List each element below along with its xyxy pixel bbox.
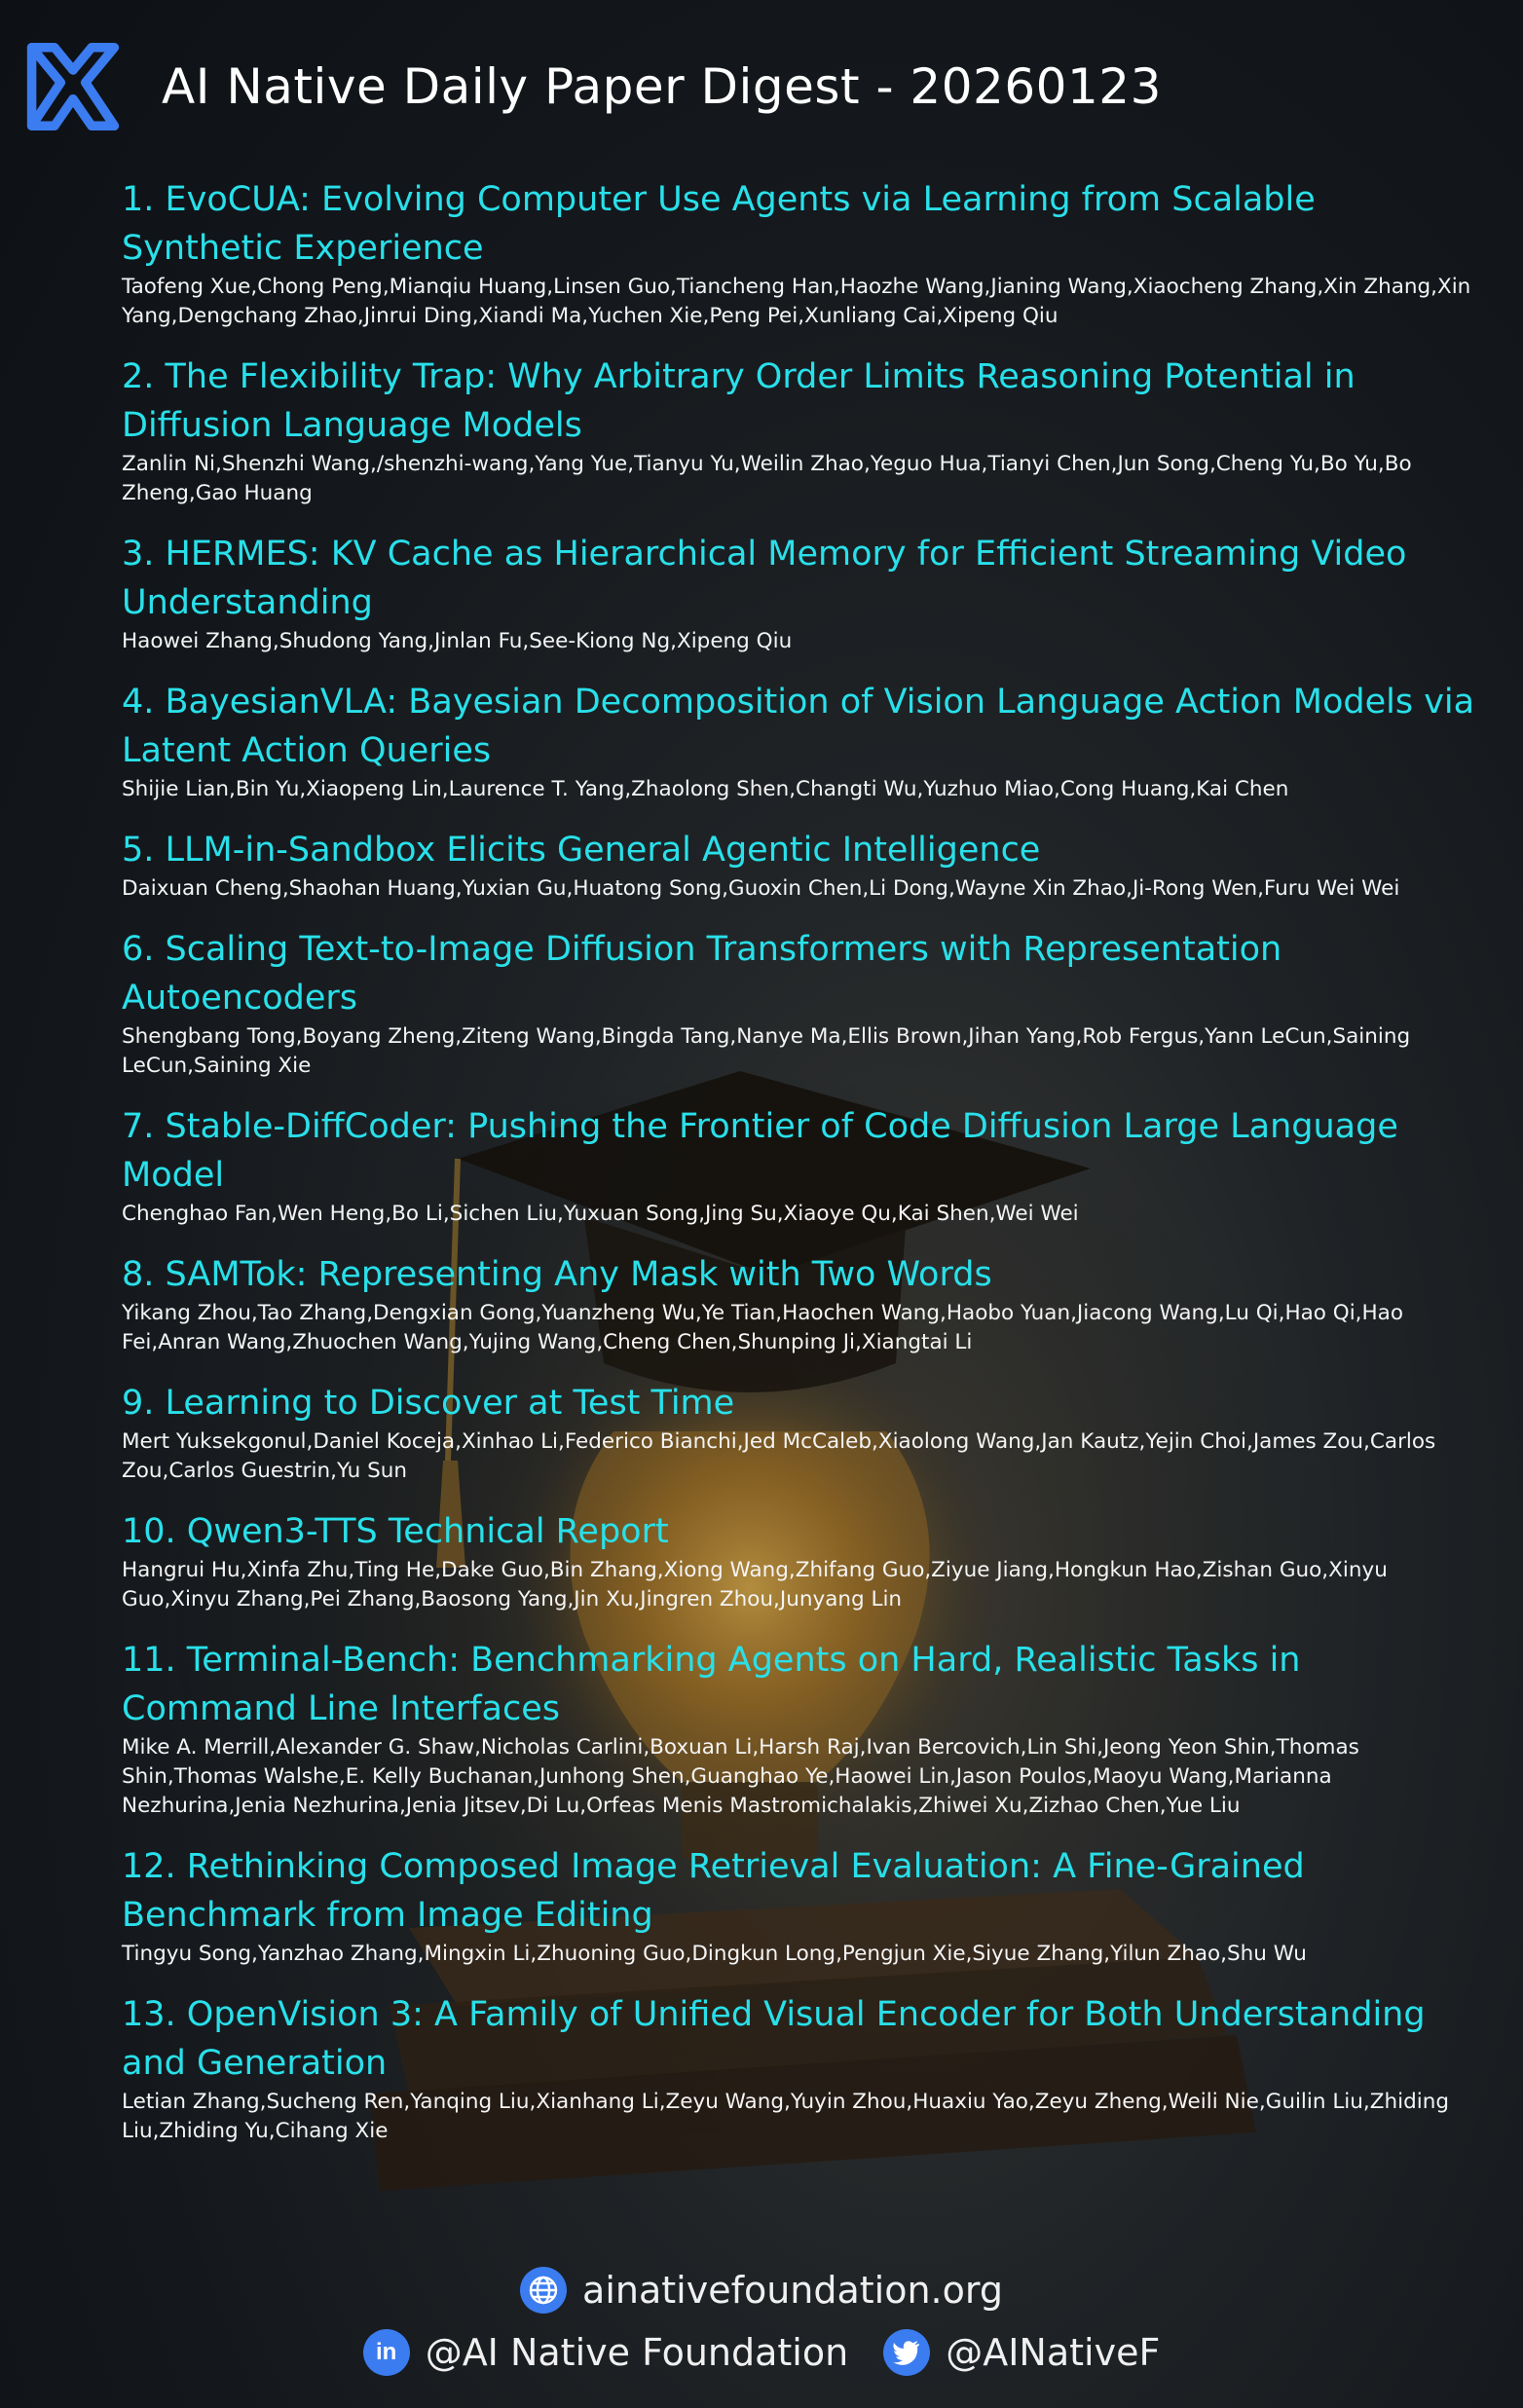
page-title: AI Native Daily Paper Digest - 20260123 [162, 58, 1162, 115]
paper-authors: Taofeng Xue,Chong Peng,Mianqiu Huang,Linsen Guo,Tiancheng Han,Haozhe Wang,Jianing Wang,Xiaocheng Zhang,Xin Zhang,Xin Yang,Dengchang Zhao,Jinrui Ding,Xiandi Ma,Yuchen Xie,Peng Pei,Xunliang Cai,Xipeng Qiu [122, 275, 1471, 328]
paper-authors: Shengbang Tong,Boyang Zheng,Ziteng Wang,Bingda Tang,Nanye Ma,Ellis Brown,Jihan Yang,Rob Fergus,Yann LeCun,Saining LeCun,Saining Xie [122, 1024, 1411, 1078]
paper-item [122, 678, 1485, 804]
paper-list [122, 175, 1485, 2167]
paper-item [122, 1990, 1485, 2146]
paper-item [122, 1842, 1485, 1969]
paper-title[interactable]: 6. Scaling Text-to-Image Diffusion Transformers with Representation Autoencoders [122, 930, 1282, 1018]
footer-website[interactable] [0, 2261, 1523, 2319]
paper-authors: Hangrui Hu,Xinfa Zhu,Ting He,Dake Guo,Bin Zhang,Xiong Wang,Zhifang Guo,Ziyue Jiang,Hongkun Hao,Zishan Guo,Xinyu Guo,Xinyu Zhang,Pei Zhang,Baosong Yang,Jin Xu,Jingren Zhou,Junyang Lin [122, 1558, 1388, 1612]
paper-item [122, 352, 1485, 508]
linkedin-handle[interactable]: @AI Native Foundation [425, 2331, 849, 2374]
paper-title[interactable]: 8. SAMTok: Representing Any Mask with Two Words [122, 1255, 992, 1294]
paper-authors: Shijie Lian,Bin Yu,Xiaopeng Lin,Laurence T. Yang,Zhaolong Shen,Changti Wu,Yuzhuo Miao,Cong Huang,Kai Chen [122, 777, 1289, 801]
paper-item [122, 530, 1485, 656]
header [21, 33, 1162, 140]
twitter-icon[interactable] [883, 2329, 930, 2376]
paper-title[interactable]: 13. OpenVision 3: A Family of Unified Visual Encoder for Both Understanding and Generation [122, 1995, 1426, 2083]
paper-title[interactable]: 5. LLM-in-Sandbox Elicits General Agentic Intelligence [122, 831, 1041, 870]
website-link[interactable]: ainativefoundation.org [582, 2269, 1003, 2312]
paper-authors: Zanlin Ni,Shenzhi Wang,/shenzhi-wang,Yang Yue,Tianyu Yu,Weilin Zhao,Yeguo Hua,Tianyi Chen,Jun Song,Cheng Yu,Bo Yu,Bo Zheng,Gao Huang [122, 452, 1412, 505]
paper-item [122, 1507, 1485, 1614]
footer-social [0, 2323, 1523, 2382]
paper-item [122, 1250, 1485, 1357]
paper-item [122, 1102, 1485, 1229]
paper-authors: Mike A. Merrill,Alexander G. Shaw,Nicholas Carlini,Boxuan Li,Harsh Raj,Ivan Bercovich,Lin Shi,Jeong Yeon Shin,Thomas Shin,Thomas Walshe,E. Kelly Buchanan,Junhong Shen,Guanghao Ye,Haowei Lin,Jason Poulos,Maoyu Wang,Marianna Nezhurina,Jenia Nezhurina,Jenia Jitsev,Di Lu,Orfeas Menis Mastromichalakis,Zhiwei Xu,Zizhao Chen,Yue Liu [122, 1735, 1359, 1818]
paper-authors: Letian Zhang,Sucheng Ren,Yanqing Liu,Xianhang Li,Zeyu Wang,Yuyin Zhou,Huaxiu Yao,Zeyu Zheng,Weili Nie,Guilin Liu,Zhiding Liu,Zhiding Yu,Cihang Xie [122, 2090, 1449, 2143]
paper-title[interactable]: 11. Terminal-Bench: Benchmarking Agents on Hard, Realistic Tasks in Command Line Interfaces [122, 1641, 1301, 1728]
ai-native-logo [21, 35, 125, 138]
paper-authors: Chenghao Fan,Wen Heng,Bo Li,Sichen Liu,Yuxuan Song,Jing Su,Xiaoye Qu,Kai Shen,Wei Wei [122, 1202, 1079, 1226]
paper-authors: Yikang Zhou,Tao Zhang,Dengxian Gong,Yuanzheng Wu,Ye Tian,Haochen Wang,Haobo Yuan,Jiacong Wang,Lu Qi,Hao Qi,Hao Fei,Anran Wang,Zhuochen Wang,Yujing Wang,Cheng Chen,Shunping Ji,Xiangtai Li [122, 1301, 1404, 1354]
paper-authors: Tingyu Song,Yanzhao Zhang,Mingxin Li,Zhuoning Guo,Dingkun Long,Pengjun Xie,Siyue Zhang,Yilun Zhao,Shu Wu [122, 1942, 1307, 1966]
paper-authors: Daixuan Cheng,Shaohan Huang,Yuxian Gu,Huatong Song,Guoxin Chen,Li Dong,Wayne Xin Zhao,Ji-Rong Wen,Furu Wei Wei [122, 876, 1400, 901]
paper-title[interactable]: 9. Learning to Discover at Test Time [122, 1384, 735, 1423]
twitter-handle[interactable]: @AINativeF [946, 2331, 1161, 2374]
paper-item [122, 175, 1485, 331]
paper-title[interactable]: 7. Stable-DiffCoder: Pushing the Frontier of Code Diffusion Large Language Model [122, 1107, 1398, 1195]
paper-title[interactable]: 4. BayesianVLA: Bayesian Decomposition of Vision Language Action Models via Latent Action Queries [122, 683, 1475, 770]
paper-item [122, 826, 1485, 904]
paper-item [122, 925, 1485, 1081]
globe-icon [520, 2267, 567, 2314]
paper-authors: Haowei Zhang,Shudong Yang,Jinlan Fu,See-Kiong Ng,Xipeng Qiu [122, 629, 793, 653]
paper-title[interactable]: 10. Qwen3-TTS Technical Report [122, 1512, 669, 1551]
paper-authors: Mert Yuksekgonul,Daniel Koceja,Xinhao Li,Federico Bianchi,Jed McCaleb,Xiaolong Wang,Jan Kautz,Yejin Choi,James Zou,Carlos Zou,Carlos Guestrin,Yu Sun [122, 1429, 1436, 1483]
paper-title[interactable]: 2. The Flexibility Trap: Why Arbitrary Order Limits Reasoning Potential in Diffusion Language Models [122, 357, 1356, 445]
paper-item [122, 1636, 1485, 1821]
paper-item [122, 1379, 1485, 1486]
paper-title[interactable]: 1. EvoCUA: Evolving Computer Use Agents via Learning from Scalable Synthetic Experience [122, 180, 1316, 268]
paper-title[interactable]: 12. Rethinking Composed Image Retrieval Evaluation: A Fine-Grained Benchmark from Image Editing [122, 1847, 1305, 1935]
linkedin-icon[interactable]: in [363, 2329, 410, 2376]
paper-title[interactable]: 3. HERMES: KV Cache as Hierarchical Memory for Efficient Streaming Video Understanding [122, 535, 1407, 622]
